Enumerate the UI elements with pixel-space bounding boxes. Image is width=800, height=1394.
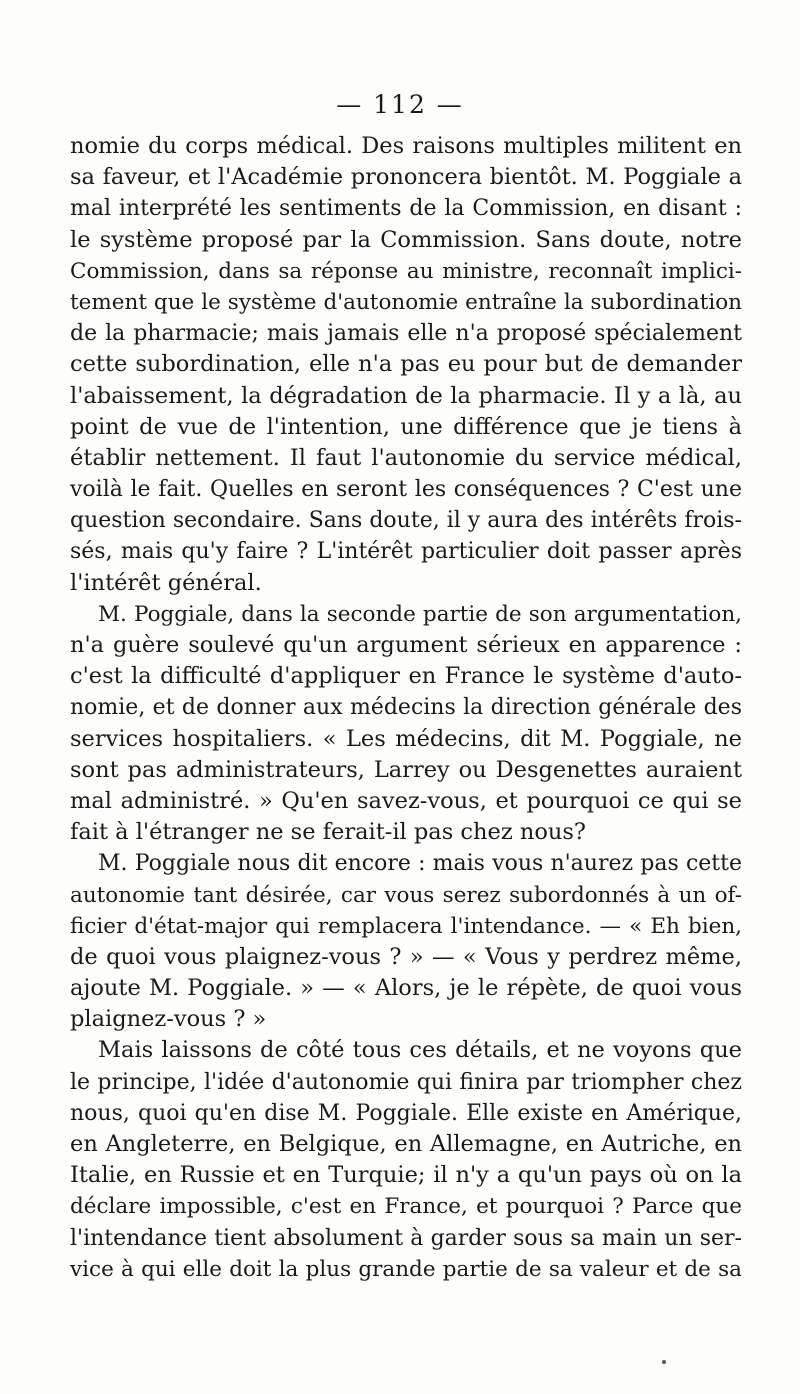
text-line: Italie, en Russie et en Turquie; il n'y a qu'un pays où on la (70, 1162, 742, 1189)
text-line: le principe, l'idée d'autonomie qui finira par triompher chez (70, 1069, 742, 1095)
text-line: services hospitaliers. « Les médecins, dit M. Poggiale, ne (70, 725, 742, 752)
text-line: plaignez-vous ? » (70, 1006, 267, 1033)
page-number: — 112 — (336, 90, 464, 119)
text-line: mal interprété les sentiments de la Commission, en disant : (70, 196, 742, 222)
ink-speck (662, 1360, 666, 1364)
text-line: vice à qui elle doit la plus grande partie de sa valeur et de sa (70, 1256, 742, 1282)
text-line: établir nettement. Il faut l'autonomie du service médical, (70, 444, 742, 471)
text-line: M. Poggiale, dans la seconde partie de son argumentation, (98, 601, 742, 627)
text-line: de la pharmacie; mais jamais elle n'a proposé spécialement (70, 321, 742, 347)
text-line: sés, mais qu'y faire ? L'intérêt particulier doit passer après (70, 539, 742, 565)
text-line: l'intendance tient absolument à garder sous sa main un ser- (70, 1225, 742, 1251)
text-line: en Angleterre, en Belgique, en Allemagne, en Autriche, en (70, 1131, 742, 1157)
text-line: n'a guère soulevé qu'un argument sérieux en apparence : (70, 632, 742, 658)
text-line: cette subordination, elle n'a pas eu pour but de demander (70, 351, 742, 378)
text-line: fait à l'étranger ne se ferait-il pas chez nous? (70, 819, 586, 846)
text-line: le système proposé par la Commission. Sans doute, notre (70, 226, 742, 253)
text-line: M. Poggiale nous dit encore : mais vous n'aurez pas cette (98, 851, 742, 877)
text-line: Commission, dans sa réponse au ministre, reconnaît implici- (70, 258, 742, 284)
text-line: mal administré. » Qu'en savez-vous, et pourquoi ce qui se (70, 787, 742, 814)
text-line: ficier d'état-major qui remplacera l'intendance. — « Eh bien, (70, 913, 742, 939)
text-line: ajoute M. Poggiale. » — « Alors, je le répète, de quoi vous (70, 975, 742, 1002)
text-line: voilà le fait. Quelles en seront les conséquences ? C'est une (70, 477, 742, 503)
text-line: de quoi vous plaignez-vous ? » — « Vous y perdrez même, (70, 943, 742, 970)
text-line: déclare impossible, c'est en France, et pourquoi ? Parce que (70, 1194, 742, 1220)
text-line: sa faveur, et l'Académie prononcera bientôt. M. Poggiale a (70, 164, 742, 191)
text-line: point de vue de l'intention, une différence que je tiens à (70, 413, 742, 440)
text-line: l'intérêt général. (70, 569, 262, 596)
text-line: c'est la difficulté d'appliquer en France le système d'auto- (70, 663, 742, 690)
body-text (70, 131, 742, 1285)
text-line: nomie, et de donner aux médecins la direction générale des (70, 695, 742, 721)
text-line: l'abaissement, la dégradation de la pharmacie. Il y a là, au (70, 382, 742, 409)
text-line: autonomie tant désirée, car vous serez subordonnés à un of- (70, 882, 742, 908)
text-line: sont pas administrateurs, Larrey ou Desgenettes auraient (70, 756, 742, 783)
text-line: nous, quoi qu'en dise M. Poggiale. Elle existe en Amérique, (70, 1100, 742, 1126)
text-line: tement que le système d'autonomie entraîne la subordination (70, 289, 742, 315)
text-line: question secondaire. Sans doute, il y aura des intérêts frois- (70, 508, 742, 534)
text-line: Mais laissons de côté tous ces détails, et ne voyons que (98, 1037, 742, 1064)
text-line: nomie du corps médical. Des raisons multiples militent en (70, 133, 742, 159)
